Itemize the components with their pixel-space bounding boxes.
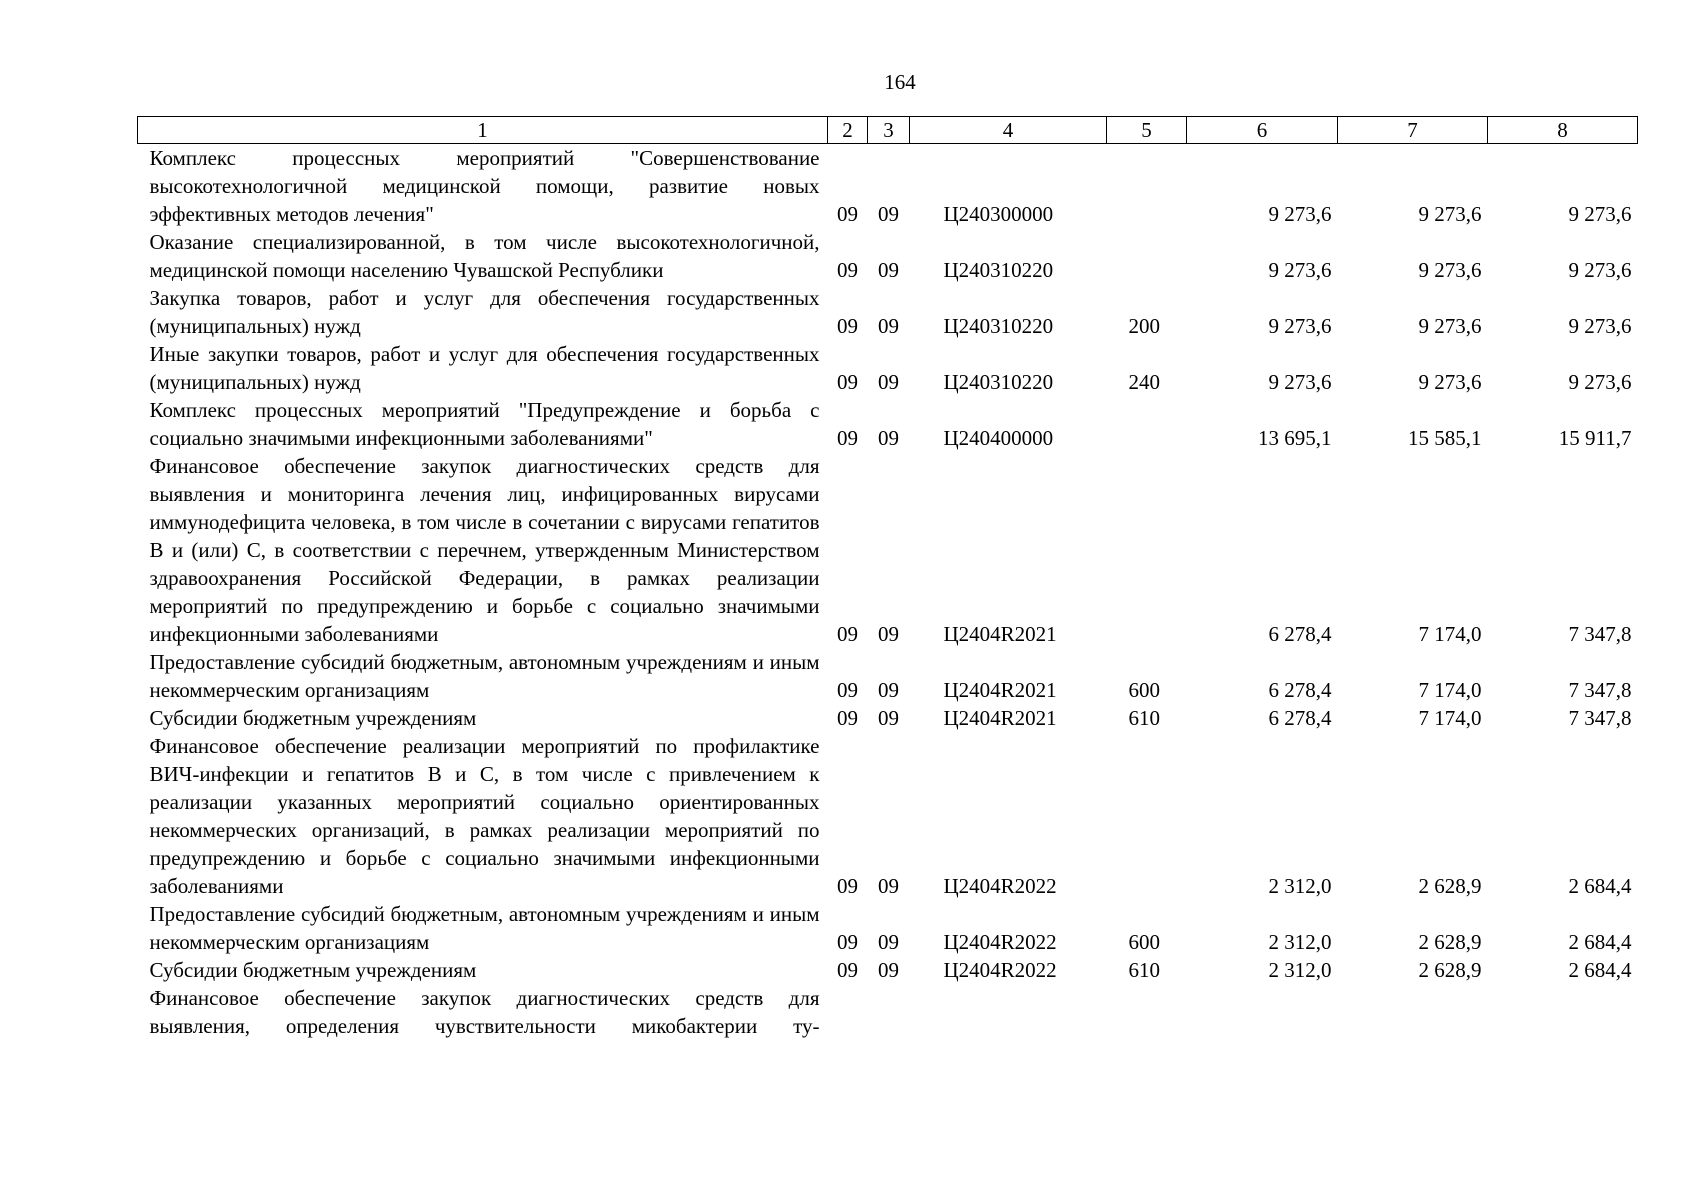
row-target-article: Ц240310220 <box>943 258 1054 282</box>
continuation-row <box>138 984 1638 1040</box>
row-subsection: 09 <box>878 706 899 730</box>
row-description: Комплекс процессных мероприятий "Совершенствование высокотехнологичной медицинской помощи, развитие новых эффективных методов лечения" <box>149 146 820 226</box>
budget-table-sheet <box>137 116 1637 1040</box>
page-number: 164 <box>884 70 916 94</box>
row-expense-type <box>1107 396 1187 452</box>
row-section: 09 <box>837 258 858 282</box>
row-amount-col-8: 7 347,8 <box>1568 678 1632 702</box>
row-description: Финансовое обеспечение реализации мероприятий по профилактике ВИЧ-инфекции и гепатитов B и C, в том числе с привлечением к реализации указанных мероприятий социально ориентированных некоммерческих организаций, в рамках реализации мероприятий по предупреждению и борьбе с социально значимыми инфекционными заболеваниями <box>149 734 820 898</box>
row-amount-col-8: 9 273,6 <box>1568 258 1632 282</box>
table-row <box>138 704 1638 732</box>
row-amount-col-7: 7 174,0 <box>1418 622 1482 646</box>
row-subsection: 09 <box>878 258 899 282</box>
row-target-article: Ц2404R2021 <box>943 622 1057 646</box>
row-expense-type <box>1107 228 1187 284</box>
row-target-article: Ц240310220 <box>943 370 1054 394</box>
row-amount-col-7: 9 273,6 <box>1418 258 1482 282</box>
header-col-2: 2 <box>828 117 868 144</box>
row-amount-col-6: 6 278,4 <box>1268 622 1332 646</box>
row-amount-col-7: 2 628,9 <box>1418 874 1482 898</box>
row-amount-col-6: 13 695,1 <box>1258 426 1332 450</box>
row-target-article: Ц2404R2021 <box>943 678 1057 702</box>
row-amount-col-7: 9 273,6 <box>1418 202 1482 226</box>
row-amount-col-7: 9 273,6 <box>1418 314 1482 338</box>
row-expense-type: 600 <box>1128 930 1160 954</box>
row-section: 09 <box>837 202 858 226</box>
header-col-3: 3 <box>868 117 910 144</box>
row-description: Иные закупки товаров, работ и услуг для обеспечения государственных (муниципальных) нужд <box>149 342 820 394</box>
row-subsection: 09 <box>878 370 899 394</box>
row-description: Закупка товаров, работ и услуг для обеспечения государственных (муниципальных) нужд <box>149 286 820 338</box>
row-section: 09 <box>837 930 858 954</box>
table-row <box>138 144 1638 229</box>
row-subsection: 09 <box>878 426 899 450</box>
row-amount-col-7: 2 628,9 <box>1418 930 1482 954</box>
row-target-article: Ц240400000 <box>943 426 1054 450</box>
row-description: Субсидии бюджетным учреждениям <box>149 706 477 730</box>
row-section: 09 <box>837 706 858 730</box>
row-subsection: 09 <box>878 930 899 954</box>
row-expense-type: 610 <box>1128 958 1160 982</box>
row-target-article: Ц2404R2022 <box>943 874 1057 898</box>
row-description: Предоставление субсидий бюджетным, автономным учреждениям и иным некоммерческим организациям <box>149 902 820 954</box>
row-amount-col-6: 6 278,4 <box>1268 706 1332 730</box>
row-amount-col-8: 2 684,4 <box>1568 874 1632 898</box>
table-row <box>138 228 1638 284</box>
row-amount-col-6: 2 312,0 <box>1268 958 1332 982</box>
row-section: 09 <box>837 314 858 338</box>
row-target-article: Ц2404R2022 <box>943 930 1057 954</box>
row-expense-type <box>1107 144 1187 229</box>
row-expense-type: 610 <box>1128 706 1160 730</box>
row-subsection: 09 <box>878 958 899 982</box>
row-description: Оказание специализированной, в том числе высокотехнологичной, медицинской помощи населению Чувашской Республики <box>149 230 820 282</box>
continuation-description: Финансовое обеспечение закупок диагностических средств для выявления, определения чувствительности микобактерии ту- <box>149 986 820 1038</box>
row-section: 09 <box>837 958 858 982</box>
row-amount-col-6: 9 273,6 <box>1268 202 1332 226</box>
row-amount-col-8: 2 684,4 <box>1568 958 1632 982</box>
table-row <box>138 396 1638 452</box>
row-amount-col-6: 2 312,0 <box>1268 930 1332 954</box>
row-section: 09 <box>837 426 858 450</box>
row-amount-col-6: 9 273,6 <box>1268 258 1332 282</box>
row-description: Финансовое обеспечение закупок диагностических средств для выявления и мониторинга лечения лиц, инфицированных вирусами иммунодефицита человека, в том числе в сочетании с вирусами гепатитов B и (или) C, в соответствии с перечнем, утвержденным Министерством здравоохранения Российской Федерации, в рамках реализации мероприятий по предупреждению и борьбе с социально значимыми инфекционными заболеваниями <box>149 454 820 646</box>
row-subsection: 09 <box>878 622 899 646</box>
header-col-6: 6 <box>1187 117 1338 144</box>
row-target-article: Ц2404R2021 <box>943 706 1057 730</box>
row-amount-col-8: 7 347,8 <box>1568 706 1632 730</box>
row-description: Предоставление субсидий бюджетным, автономным учреждениям и иным некоммерческим организациям <box>149 650 820 702</box>
row-amount-col-7: 2 628,9 <box>1418 958 1482 982</box>
budget-table <box>137 116 1638 1040</box>
row-amount-col-8: 15 911,7 <box>1558 426 1632 450</box>
row-subsection: 09 <box>878 874 899 898</box>
row-amount-col-8: 2 684,4 <box>1568 930 1632 954</box>
header-row <box>138 117 1638 144</box>
row-amount-col-6: 9 273,6 <box>1268 370 1332 394</box>
table-row <box>138 900 1638 956</box>
row-subsection: 09 <box>878 314 899 338</box>
row-expense-type: 200 <box>1128 314 1160 338</box>
row-amount-col-7: 7 174,0 <box>1418 706 1482 730</box>
row-amount-col-6: 9 273,6 <box>1268 314 1332 338</box>
row-amount-col-8: 9 273,6 <box>1568 314 1632 338</box>
header-col-5: 5 <box>1107 117 1187 144</box>
row-expense-type <box>1107 452 1187 648</box>
table-row <box>138 284 1638 340</box>
row-target-article: Ц240300000 <box>943 202 1054 226</box>
header-col-4: 4 <box>910 117 1107 144</box>
row-section: 09 <box>837 874 858 898</box>
row-description: Комплекс процессных мероприятий "Предупреждение и борьба с социально значимыми инфекционными заболеваниями" <box>149 398 820 450</box>
row-amount-col-7: 15 585,1 <box>1408 426 1482 450</box>
row-expense-type <box>1107 732 1187 900</box>
row-amount-col-6: 6 278,4 <box>1268 678 1332 702</box>
table-row <box>138 340 1638 396</box>
table-row <box>138 452 1638 648</box>
header-col-1: 1 <box>138 117 828 144</box>
row-section: 09 <box>837 678 858 702</box>
row-expense-type: 240 <box>1128 370 1160 394</box>
row-amount-col-8: 7 347,8 <box>1568 622 1632 646</box>
row-amount-col-8: 9 273,6 <box>1568 370 1632 394</box>
table-row <box>138 648 1638 704</box>
row-section: 09 <box>837 370 858 394</box>
header-col-7: 7 <box>1338 117 1488 144</box>
table-row <box>138 732 1638 900</box>
row-subsection: 09 <box>878 678 899 702</box>
header-col-8: 8 <box>1488 117 1638 144</box>
table-row <box>138 956 1638 984</box>
row-target-article: Ц2404R2022 <box>943 958 1057 982</box>
row-amount-col-8: 9 273,6 <box>1568 202 1632 226</box>
row-subsection: 09 <box>878 202 899 226</box>
row-section: 09 <box>837 622 858 646</box>
row-expense-type: 600 <box>1128 678 1160 702</box>
row-target-article: Ц240310220 <box>943 314 1054 338</box>
row-description: Субсидии бюджетным учреждениям <box>149 958 477 982</box>
row-amount-col-7: 7 174,0 <box>1418 678 1482 702</box>
row-amount-col-7: 9 273,6 <box>1418 370 1482 394</box>
row-amount-col-6: 2 312,0 <box>1268 874 1332 898</box>
